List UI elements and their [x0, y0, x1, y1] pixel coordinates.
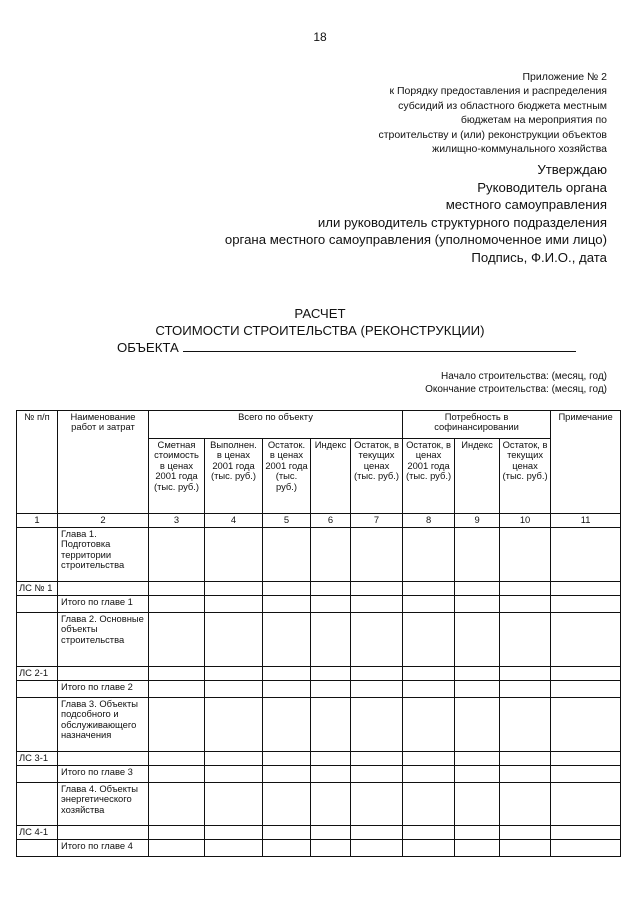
empty-cell[interactable] — [205, 681, 263, 698]
row-name — [58, 582, 149, 596]
empty-cell[interactable] — [311, 667, 351, 681]
row-num — [17, 840, 58, 857]
empty-cell[interactable] — [149, 783, 205, 826]
table-row — [17, 528, 621, 582]
column-number: 8 — [403, 514, 455, 528]
empty-cell[interactable] — [311, 613, 351, 667]
object-label: ОБЪЕКТА — [117, 340, 179, 355]
column-number: 6 — [311, 514, 351, 528]
start-date-label: Начало строительства: (месяц, год) — [441, 371, 607, 382]
header-estimated-cost: Сметная стоимость в ценах 2001 года (тыс. руб.) — [149, 439, 205, 514]
appendix-line: субсидий из областного бюджета местным — [398, 99, 607, 112]
empty-cell[interactable] — [149, 613, 205, 667]
page-number: 18 — [313, 30, 327, 44]
column-number: 4 — [205, 514, 263, 528]
empty-cell[interactable] — [311, 528, 351, 582]
table-row — [17, 596, 621, 613]
column-number: 2 — [58, 514, 149, 528]
table-row — [17, 667, 621, 681]
table-row — [17, 766, 621, 783]
empty-cell[interactable] — [311, 681, 351, 698]
empty-cell[interactable] — [551, 667, 621, 681]
approval-line: Руководитель органа — [477, 179, 607, 195]
empty-cell[interactable] — [263, 613, 311, 667]
header-need-remainder-2001: Остаток, в ценах 2001 года (тыс. руб.) — [403, 439, 455, 514]
approval-line: местного самоуправления — [445, 197, 607, 213]
empty-cell[interactable] — [403, 667, 455, 681]
empty-cell[interactable] — [205, 596, 263, 613]
empty-cell[interactable] — [500, 826, 551, 840]
row-name — [58, 752, 149, 766]
empty-cell[interactable] — [551, 783, 621, 826]
empty-cell[interactable] — [311, 582, 351, 596]
empty-cell[interactable] — [311, 766, 351, 783]
row-num — [17, 681, 58, 698]
empty-cell[interactable] — [500, 667, 551, 681]
empty-cell[interactable] — [551, 681, 621, 698]
table-row — [17, 698, 621, 752]
title-line-1: РАСЧЕТ — [294, 306, 346, 321]
construction-dates — [425, 370, 607, 396]
empty-cell[interactable] — [551, 582, 621, 596]
empty-cell[interactable] — [403, 596, 455, 613]
empty-cell[interactable] — [500, 698, 551, 752]
object-line — [117, 339, 576, 355]
column-number: 3 — [149, 514, 205, 528]
empty-cell[interactable] — [500, 840, 551, 857]
empty-cell[interactable] — [551, 766, 621, 783]
empty-cell[interactable] — [149, 766, 205, 783]
empty-cell[interactable] — [455, 783, 500, 826]
approval-line: Подпись, Ф.И.О., дата — [471, 249, 607, 265]
empty-cell[interactable] — [455, 596, 500, 613]
empty-cell[interactable] — [263, 596, 311, 613]
table-row — [17, 840, 621, 857]
empty-cell[interactable] — [263, 752, 311, 766]
empty-cell[interactable] — [403, 613, 455, 667]
empty-cell[interactable] — [403, 582, 455, 596]
empty-cell[interactable] — [149, 840, 205, 857]
document-title — [0, 306, 640, 339]
empty-cell[interactable] — [551, 840, 621, 857]
empty-cell[interactable] — [551, 698, 621, 752]
column-number: 7 — [351, 514, 403, 528]
empty-cell[interactable] — [351, 840, 403, 857]
row-num — [17, 613, 58, 667]
empty-cell[interactable] — [205, 826, 263, 840]
appendix-line: Приложение № 2 — [522, 71, 607, 83]
column-number: 1 — [17, 514, 58, 528]
header-completed: Выполнен. в ценах 2001 года (тыс. руб.) — [205, 439, 263, 514]
cost-calculation-table — [16, 410, 621, 857]
empty-cell[interactable] — [205, 783, 263, 826]
empty-cell[interactable] — [149, 698, 205, 752]
appendix-line: к Порядку предоставления и распределения — [389, 85, 607, 98]
empty-cell[interactable] — [149, 528, 205, 582]
empty-cell[interactable] — [205, 667, 263, 681]
empty-cell[interactable] — [455, 681, 500, 698]
empty-cell[interactable] — [263, 766, 311, 783]
row-num: ЛС № 1 — [17, 582, 58, 596]
empty-cell[interactable] — [500, 528, 551, 582]
header-remainder-2001: Остаток. в ценах 2001 года (тыс. руб.) — [263, 439, 311, 514]
row-num — [17, 698, 58, 752]
appendix-line: бюджетам на мероприятия по — [460, 114, 607, 127]
approval-block — [147, 161, 607, 267]
empty-cell[interactable] — [500, 766, 551, 783]
empty-cell[interactable] — [351, 766, 403, 783]
empty-cell[interactable] — [455, 528, 500, 582]
empty-cell[interactable] — [455, 613, 500, 667]
row-num — [17, 528, 58, 582]
empty-cell[interactable] — [351, 826, 403, 840]
empty-cell[interactable] — [351, 528, 403, 582]
title-line-2: СТОИМОСТИ СТРОИТЕЛЬСТВА (РЕКОНСТРУКЦИИ) — [155, 322, 485, 338]
empty-cell[interactable] — [551, 752, 621, 766]
header-note: Примечание — [551, 411, 621, 514]
row-name: Итого по главе 3 — [58, 766, 149, 783]
empty-cell[interactable] — [403, 528, 455, 582]
appendix-line: жилищно-коммунального хозяйства — [432, 143, 607, 156]
row-num: ЛС 2-1 — [17, 667, 58, 681]
approval-line: или руководитель структурного подразделения — [317, 214, 607, 230]
row-name: Глава 3. Объекты подсобного и обслуживающего назначения — [58, 698, 149, 752]
empty-cell[interactable] — [311, 596, 351, 613]
empty-cell[interactable] — [455, 752, 500, 766]
empty-cell[interactable] — [551, 826, 621, 840]
row-num — [17, 596, 58, 613]
empty-cell[interactable] — [455, 698, 500, 752]
header-remainder-current: Остаток, в текущих ценах (тыс. руб.) — [351, 439, 403, 514]
column-number: 11 — [551, 514, 621, 528]
empty-cell[interactable] — [455, 826, 500, 840]
empty-cell[interactable] — [205, 613, 263, 667]
empty-cell[interactable] — [351, 752, 403, 766]
appendix-line: строительству и (или) реконструкции объектов — [378, 128, 607, 141]
empty-cell[interactable] — [263, 826, 311, 840]
empty-cell[interactable] — [263, 698, 311, 752]
row-name: Итого по главе 2 — [58, 681, 149, 698]
row-num — [17, 766, 58, 783]
empty-cell[interactable] — [403, 840, 455, 857]
empty-cell[interactable] — [311, 826, 351, 840]
empty-cell[interactable] — [551, 596, 621, 613]
empty-cell[interactable] — [263, 528, 311, 582]
empty-cell[interactable] — [311, 840, 351, 857]
empty-cell[interactable] — [311, 752, 351, 766]
empty-cell[interactable] — [263, 681, 311, 698]
table-row — [17, 582, 621, 596]
header-index: Индекс — [311, 439, 351, 514]
empty-cell[interactable] — [500, 613, 551, 667]
empty-cell[interactable] — [500, 783, 551, 826]
empty-cell[interactable] — [455, 840, 500, 857]
row-name: Глава 2. Основные объекты строительства — [58, 613, 149, 667]
row-name: Итого по главе 4 — [58, 840, 149, 857]
empty-cell[interactable] — [351, 613, 403, 667]
row-name: Глава 4. Объекты энергетического хозяйства — [58, 783, 149, 826]
empty-cell[interactable] — [205, 840, 263, 857]
header-total-group: Всего по объекту — [149, 411, 403, 439]
empty-cell[interactable] — [455, 766, 500, 783]
object-name-blank — [183, 339, 576, 352]
header-num: № п/п — [17, 411, 58, 514]
row-name: Глава 1. Подготовка территории строительства — [58, 528, 149, 582]
empty-cell[interactable] — [149, 667, 205, 681]
header-need-remainder-current: Остаток, в текущих ценах (тыс. руб.) — [500, 439, 551, 514]
empty-cell[interactable] — [263, 667, 311, 681]
column-number: 5 — [263, 514, 311, 528]
row-name: Итого по главе 1 — [58, 596, 149, 613]
empty-cell[interactable] — [455, 667, 500, 681]
row-num: ЛС 3-1 — [17, 752, 58, 766]
column-number: 9 — [455, 514, 500, 528]
appendix-note — [287, 70, 607, 156]
empty-cell[interactable] — [205, 752, 263, 766]
empty-cell[interactable] — [205, 582, 263, 596]
empty-cell[interactable] — [351, 667, 403, 681]
empty-cell[interactable] — [205, 528, 263, 582]
row-name — [58, 667, 149, 681]
empty-cell[interactable] — [551, 528, 621, 582]
empty-cell[interactable] — [263, 582, 311, 596]
empty-cell[interactable] — [351, 783, 403, 826]
empty-cell[interactable] — [351, 596, 403, 613]
empty-cell[interactable] — [149, 582, 205, 596]
row-num: ЛС 4-1 — [17, 826, 58, 840]
empty-cell[interactable] — [149, 826, 205, 840]
empty-cell[interactable] — [500, 681, 551, 698]
empty-cell[interactable] — [403, 681, 455, 698]
empty-cell[interactable] — [311, 698, 351, 752]
empty-cell[interactable] — [403, 783, 455, 826]
header-name: Наименование работ и затрат — [58, 411, 149, 514]
empty-cell[interactable] — [455, 582, 500, 596]
empty-cell[interactable] — [351, 681, 403, 698]
table-row — [17, 613, 621, 667]
empty-cell[interactable] — [263, 783, 311, 826]
empty-cell[interactable] — [500, 596, 551, 613]
empty-cell[interactable] — [500, 582, 551, 596]
empty-cell[interactable] — [263, 840, 311, 857]
column-number-row — [17, 514, 621, 528]
empty-cell[interactable] — [403, 698, 455, 752]
table-row — [17, 681, 621, 698]
end-date-label: Окончание строительства: (месяц, год) — [425, 384, 607, 395]
empty-cell[interactable] — [205, 766, 263, 783]
empty-cell[interactable] — [149, 752, 205, 766]
empty-cell[interactable] — [351, 698, 403, 752]
row-name — [58, 826, 149, 840]
table-row — [17, 826, 621, 840]
empty-cell[interactable] — [205, 698, 263, 752]
header-need-index: Индекс — [455, 439, 500, 514]
empty-cell[interactable] — [351, 582, 403, 596]
empty-cell[interactable] — [403, 826, 455, 840]
empty-cell[interactable] — [311, 783, 351, 826]
empty-cell[interactable] — [149, 596, 205, 613]
empty-cell[interactable] — [403, 752, 455, 766]
empty-cell[interactable] — [149, 681, 205, 698]
approval-line: органа местного самоуправления (уполномоченное ими лицо) — [224, 232, 607, 248]
table-row — [17, 752, 621, 766]
row-num — [17, 783, 58, 826]
table-row — [17, 783, 621, 826]
approval-line: Утверждаю — [537, 162, 607, 177]
header-need-group: Потребность в софинансировании — [403, 411, 551, 439]
column-number: 10 — [500, 514, 551, 528]
empty-cell[interactable] — [403, 766, 455, 783]
empty-cell[interactable] — [500, 752, 551, 766]
empty-cell[interactable] — [551, 613, 621, 667]
